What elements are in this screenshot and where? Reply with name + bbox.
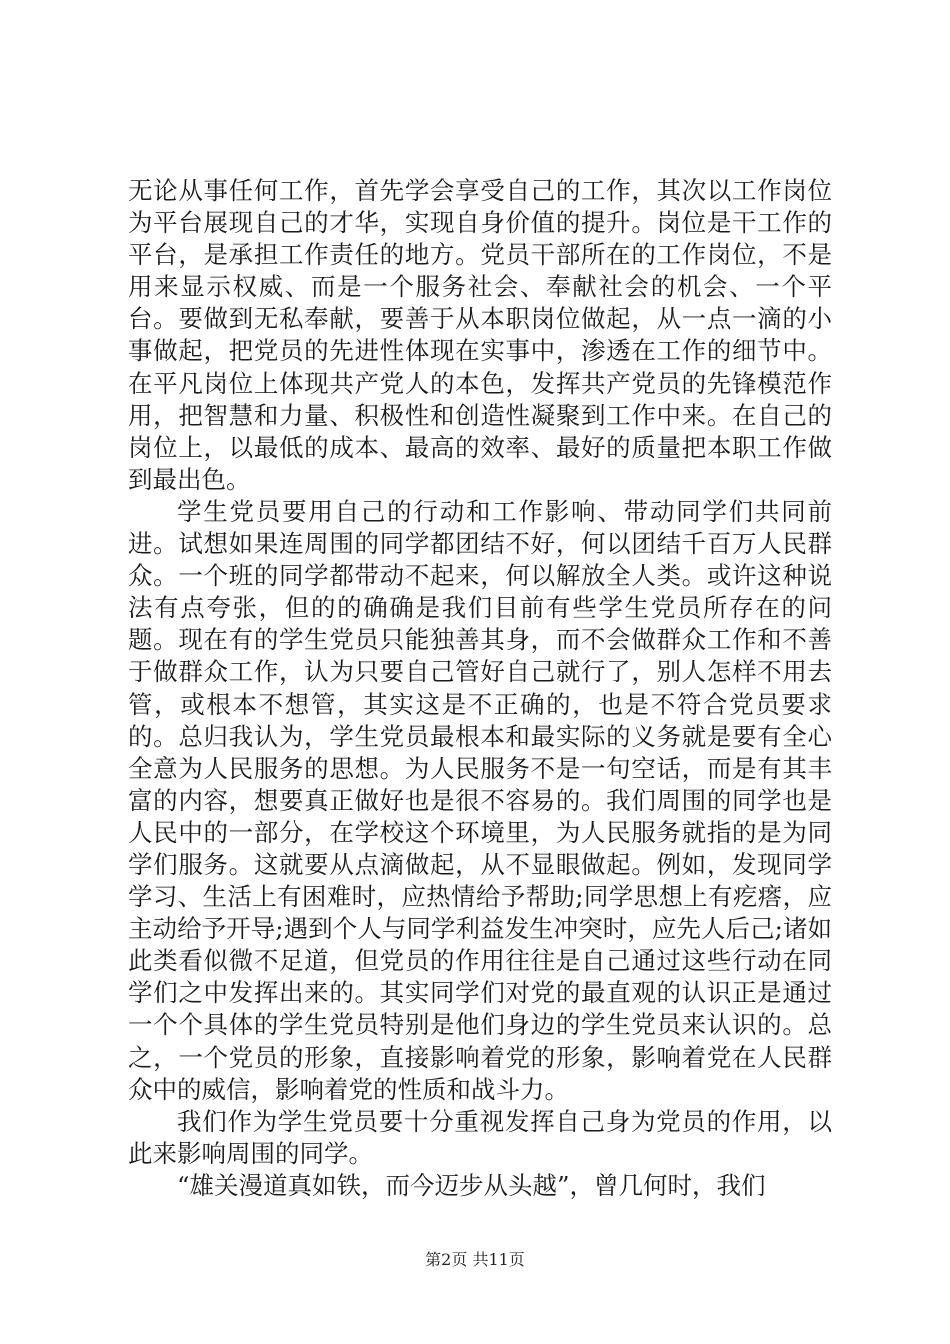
page-footer: 第2页 共11页	[425, 1250, 525, 1269]
document-body	[128, 175, 832, 1202]
paragraph-quote: “雄关漫道真如铁，而今迈步从头越”，曾几何时，我们	[177, 1170, 766, 1200]
paragraph-student-members: 学生党员要用自己的行动和工作影响、带动同学们共同前进。试想如果连周围的同学都团结不好，何以团结千百万人民群众。一个班的同学都带动不起来，何以解放全人类。或许这种说法有点夸张，但的的确确是我们目前有些学生党员所存在的问题。现在有的学生党员只能独善其身，而不会做群众工作和不善于做群众工作，认为只要自己管好自己就行了，别人怎样不用去管，或根本不想管，其实这是不正确的，也是不符合党员要求的。总归我认为，学生党员最根本和最实际的义务就是要有全心全意为人民服务的思想。为人民服务不是一句空话，而是有其丰富的内容，想要真正做好也是很不容易的。我们周围的同学也是人民中的一部分，在学校这个环境里，为人民服务就指的是为同学们服务。这就要从点滴做起，从不显眼做起。例如，发现同学学习、生活上有困难时，应热情给予帮助;同学思想上有疙瘩，应主动给予开导;遇到个人与同学利益发生冲突时，应先人后己;诸如此类看似微不足道，但党员的作用往往是自己通过这些行动在同学们之中发挥出来的。其实同学们对党的最直观的认识正是通过一个个具体的学生党员特别是他们身边的学生党员来认识的。总之，一个党员的形象，直接影响着党的形象，影响着党在人民群众中的威信，影响着党的性质和战斗力。	[128, 496, 832, 1104]
paragraph-continued: 无论从事任何工作，首先学会享受自己的工作，其次以工作岗位为平台展现自己的才华，实现自身价值的提升。岗位是干工作的平台，是承担工作责任的地方。党员干部所在的工作岗位，不是用来显示权威、而是一个服务社会、奉献社会的机会、一个平台。要做到无私奉献，要善于从本职岗位做起，从一点一滴的小事做起，把党员的先进性体现在实事中，渗透在工作的细节中。在平凡岗位上体现共产党人的本色，发挥共产党员的先锋模范作用，把智慧和力量、积极性和创造性凝聚到工作中来。在自己的岗位上，以最低的成本、最高的效率、最好的质量把本职工作做到最出色。	[128, 176, 832, 494]
paragraph-role: 我们作为学生党员要十分重视发挥自己身为党员的作用，以此来影响周围的同学。	[128, 1106, 832, 1168]
